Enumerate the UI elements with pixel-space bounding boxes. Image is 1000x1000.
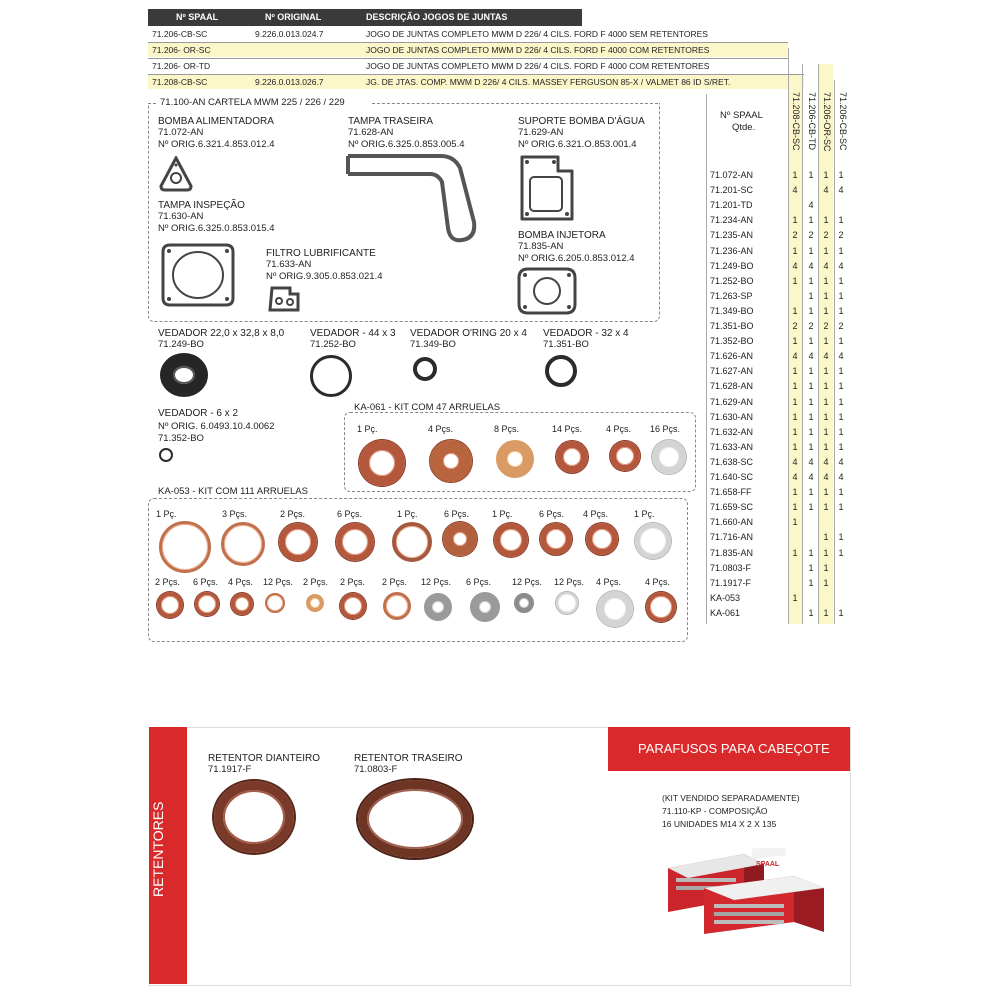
table-cell-qty: 4	[823, 456, 829, 467]
steel-washer-icon	[470, 592, 500, 622]
table-cell-qty: 1	[792, 517, 798, 528]
qty-label: 6 Pçs.	[193, 577, 219, 587]
retentor-code: 71.1917-F	[208, 764, 252, 775]
table-row-code: 71.252-BO	[710, 275, 754, 286]
table-cell-qty: 1	[792, 170, 798, 180]
table-cell-qty: 4	[838, 185, 844, 196]
table-cell-qty: 1	[808, 502, 814, 513]
kit-desc: JG. DE JTAS. COMP. MWM D 226/ 4 CILS. MASSEY FERGUSON 85-X / VALMET 86 ID S/RET.	[366, 77, 731, 87]
table-cell-qty: 1	[838, 381, 844, 392]
table-row-code: KA-053	[710, 592, 741, 603]
table-cell-qty: 1	[792, 336, 798, 347]
qty-label: 14 Pçs.	[552, 424, 583, 434]
table-cell-qty: 1	[792, 366, 798, 377]
copper-washer-icon	[392, 522, 432, 562]
kit-row	[148, 75, 804, 89]
kit-spaal: 71.206- OR-SC	[152, 45, 211, 55]
table-cell-qty: 4	[792, 456, 798, 467]
table-cell-qty: 4	[823, 351, 829, 362]
kit-desc: JOGO DE JUNTAS COMPLETO MWM D 226/ 4 CILS. FORD F 4000 COM RETENTORES	[366, 45, 710, 55]
table-cell-qty: 4	[838, 456, 844, 467]
table-row-code: 71.1917-F	[710, 577, 752, 588]
part-name: TAMPA INSPEÇÃO	[158, 200, 245, 211]
retentor-code: 71.0803-F	[354, 764, 398, 775]
table-cell-qty: 1	[838, 411, 844, 422]
table-cell-qty: 1	[808, 170, 814, 180]
table-cell-qty: 1	[792, 487, 798, 498]
table-cell-qty: 1	[808, 336, 814, 347]
table-cell-qty: 1	[808, 577, 814, 588]
table-cell-qty: 1	[808, 215, 814, 226]
part-name: TAMPA TRASEIRA	[348, 116, 434, 127]
parafusos-title: PARAFUSOS PARA CABEÇOTE	[638, 741, 830, 756]
qty-label: 4 Pçs.	[606, 424, 632, 434]
table-cell-qty: 1	[838, 607, 844, 618]
table-cell-qty: 1	[792, 275, 798, 286]
qty-label: 2 Pçs.	[382, 577, 408, 587]
part-orig: Nº ORIG.6.325.0.853.015.4	[158, 223, 275, 234]
table-cell-qty: 1	[823, 426, 829, 437]
part-name: SUPORTE BOMBA D'ÁGUA	[518, 116, 645, 127]
table-row-code: 71.263-SP	[710, 290, 753, 301]
kit-desc: JOGO DE JUNTAS COMPLETO MWM D 226/ 4 CILS. FORD F 4000 SEM RETENTORES	[366, 29, 708, 39]
part-name: FILTRO LUBRIFICANTE	[266, 248, 376, 259]
copper-washer-icon	[494, 523, 528, 557]
copper-washer-icon	[336, 523, 374, 561]
table-cell-qty: 1	[838, 396, 844, 407]
table-cell-qty: 1	[792, 411, 798, 422]
kit-desc: JOGO DE JUNTAS COMPLETO MWM D 226/ 4 CILS. FORD F 4000 COM RETENTORES	[366, 61, 710, 71]
gasket-filtro	[266, 284, 302, 314]
table-row-code: 71.638-SC	[710, 456, 754, 467]
kit-row	[148, 59, 788, 73]
qty-label: 2 Pçs.	[340, 577, 366, 587]
copper-washer-icon	[430, 440, 472, 482]
seal-orig: Nº ORIG. 6.0493.10.4.0062	[158, 421, 275, 432]
qty-label: 12 Pçs.	[421, 577, 452, 587]
table-row-code: 71.349-BO	[710, 305, 754, 316]
kit-spaal: 71.208-CB-SC	[152, 77, 208, 87]
table-row-code: 71.234-AN	[710, 215, 754, 226]
table-row-code: 71.632-AN	[710, 426, 754, 437]
table-cell-qty: 1	[792, 215, 798, 226]
gasket-suporte-bomba	[518, 153, 576, 225]
table-cell-qty: 1	[823, 502, 829, 513]
part-code: 71.630-AN	[158, 211, 204, 222]
table-row-code: 71.201-SC	[710, 185, 754, 196]
table-cell-qty: 2	[838, 321, 844, 331]
part-name: BOMBA INJETORA	[518, 230, 606, 241]
table-row-code: 71.249-BO	[710, 260, 754, 271]
table-cell-qty: 1	[823, 487, 829, 498]
table-cell-qty: 1	[823, 305, 829, 316]
table-cell-qty: 1	[808, 487, 814, 498]
table-cell-qty: 2	[838, 230, 844, 241]
table-cell-qty: 1	[792, 305, 798, 316]
table-row-code: 71.835-AN	[710, 547, 754, 558]
table-row-code: 71.659-SC	[710, 502, 754, 513]
copper-washer-icon	[610, 441, 640, 471]
table-row-code: 71.351-BO	[710, 321, 754, 331]
part-name: BOMBA ALIMENTADORA	[158, 116, 274, 127]
qty-label: 4 Pçs.	[228, 577, 254, 587]
table-row-code: 71.0803-F	[710, 562, 752, 573]
table-cell-qty: 4	[838, 260, 844, 271]
table-cell-qty: 1	[838, 426, 844, 437]
qty-label: 1 Pç.	[156, 509, 177, 519]
ka053-title: KA-053 - KIT COM 111 ARRUELAS	[158, 486, 308, 497]
copper-washer-icon	[195, 592, 219, 616]
qty-label: 6 Pçs.	[539, 509, 565, 519]
retentores-side-label: RETENTORES	[150, 801, 166, 897]
qty-label: 16 Pçs.	[650, 424, 681, 434]
retentor-dianteiro-icon	[214, 781, 294, 853]
qty-label: 3 Pçs.	[222, 509, 248, 519]
table-cell-qty: 1	[823, 547, 829, 558]
oring-32-icon	[545, 355, 577, 387]
qty-label: 1 Pç.	[492, 509, 513, 519]
kit-table-header	[148, 9, 582, 26]
part-code: 71.835-AN	[518, 241, 564, 252]
table-cell-qty: 1	[808, 547, 814, 558]
table-cell-qty: 4	[808, 200, 814, 211]
retentor-name: RETENTOR TRASEIRO	[354, 753, 463, 764]
seal-name: VEDADOR O'RING 20 x 4	[410, 328, 527, 339]
table-cell-qty: 1	[823, 577, 829, 588]
qty-label: 6 Pçs.	[444, 509, 470, 519]
table-cell-qty: 2	[792, 321, 798, 331]
copper-washer-icon	[221, 522, 265, 566]
table-cell-qty: 1	[838, 305, 844, 316]
table-cell-qty: 1	[823, 396, 829, 407]
table-cell-qty: 1	[823, 215, 829, 226]
table-cell-qty: 2	[823, 230, 829, 241]
qty-label: 4 Pçs.	[645, 577, 671, 587]
table-cell-qty: 1	[838, 290, 844, 301]
aluminium-washer-icon	[556, 592, 578, 614]
table-cell-qty: 1	[838, 502, 844, 513]
table-cell-qty: 1	[838, 275, 844, 286]
kit-original: 9.226.0.013.026.7	[255, 77, 324, 87]
kit-original: 9.226.0.013.024.7	[255, 29, 324, 39]
table-cell-qty: 1	[808, 245, 814, 256]
table-cell-qty: 1	[838, 215, 844, 226]
table-row-code: 71.640-SC	[710, 472, 754, 482]
copper-washer-icon	[443, 522, 477, 556]
kit-row	[148, 27, 788, 41]
table-cell-qty: 1	[838, 245, 844, 256]
table-cell-qty: 1	[838, 170, 844, 180]
table-row-code: 71.626-AN	[710, 351, 754, 362]
qty-label: 2 Pçs.	[280, 509, 306, 519]
qty-label: 1 Pç.	[634, 509, 655, 519]
kit-row	[148, 43, 788, 57]
table-cell-qty: 1	[808, 366, 814, 377]
table-cell-qty: 1	[823, 366, 829, 377]
table-cell-qty: 4	[838, 351, 844, 362]
table-cell-qty: 1	[823, 441, 829, 452]
col-desc-header: DESCRIÇÃO JOGOS DE JUNTAS	[366, 12, 508, 22]
brass-washer-icon	[496, 440, 534, 478]
table-cell-qty: 1	[808, 411, 814, 422]
qty-label: 1 Pç.	[397, 509, 418, 519]
table-cell-qty: 1	[792, 426, 798, 437]
table-cell-qty: 1	[808, 290, 814, 301]
seal-code: 71.351-BO	[543, 339, 589, 350]
seal-name: VEDADOR - 32 x 4	[543, 328, 629, 339]
qty-label: 8 Pçs.	[494, 424, 520, 434]
table-cell-qty: 1	[838, 441, 844, 452]
qty-label: 6 Pçs.	[466, 577, 492, 587]
ka061-title: KA-061 - KIT COM 47 ARRUELAS	[354, 402, 501, 413]
part-code: 71.629-AN	[518, 127, 564, 138]
parafusos-header	[608, 727, 850, 771]
qty-label: 1 Pç.	[357, 424, 378, 434]
table-cell-qty: 1	[792, 592, 798, 603]
table-cell-qty: 2	[823, 321, 829, 331]
seal-name: VEDADOR - 6 x 2	[158, 408, 239, 419]
table-cell-qty: 1	[808, 381, 814, 392]
part-code: 71.633-AN	[266, 259, 312, 270]
table-cell-qty: 4	[823, 185, 829, 196]
retentor-name: RETENTOR DIANTEIRO	[208, 753, 321, 764]
part-orig: Nº ORIG.9.305.0.853.021.4	[266, 271, 383, 282]
table-cell-qty: 1	[823, 562, 829, 573]
table-row-code: 71.235-AN	[710, 230, 754, 241]
part-orig: Nº ORIG.6.321.O.853.001.4	[518, 139, 637, 150]
col-original-header: Nº ORIGINAL	[265, 12, 322, 22]
table-col-header: 71.206-CB-SC	[838, 92, 848, 151]
oring-44-icon	[310, 355, 352, 397]
kit-spaal: 71.206- OR-TD	[152, 61, 211, 71]
part-code: 71.072-AN	[158, 127, 204, 138]
oring-20-icon	[413, 357, 437, 381]
copper-washer-icon	[646, 592, 676, 622]
table-cell-qty: 1	[792, 381, 798, 392]
table-cell-qty: 1	[808, 305, 814, 316]
table-cell-qty: 1	[808, 562, 814, 573]
table-head-spaal: Nº SPAAL	[720, 110, 763, 121]
copper-washer-icon	[556, 441, 588, 473]
brass-washer-icon	[306, 594, 324, 612]
qty-label: 4 Pçs.	[596, 577, 622, 587]
table-cell-qty: 1	[838, 487, 844, 498]
qty-label: 4 Pçs.	[428, 424, 454, 434]
table-cell-qty: 1	[838, 336, 844, 347]
aluminium-washer-icon	[597, 591, 633, 627]
gasket-bomba-injetora	[516, 266, 578, 316]
box-brand: SPAAL	[756, 861, 780, 868]
seal-name: VEDADOR - 44 x 3	[310, 328, 396, 339]
qty-label: 12 Pçs.	[263, 577, 294, 587]
table-cell-qty: 1	[838, 366, 844, 377]
table-head-qtde: Qtde.	[732, 122, 756, 133]
table-cell-qty: 4	[808, 472, 814, 482]
table-cell-qty: 4	[792, 185, 798, 196]
table-row-code: 71.629-AN	[710, 396, 754, 407]
table-cell-qty: 1	[823, 290, 829, 301]
table-cell-qty: 2	[792, 230, 798, 241]
table-cell-qty: 1	[838, 532, 844, 543]
qty-label: 2 Pçs.	[303, 577, 329, 587]
table-cell-qty: 1	[792, 245, 798, 256]
cartela-title: 71.100-AN CARTELA MWM 225 / 226 / 229	[160, 97, 345, 108]
table-col-header: 71.208-CB-SC	[791, 92, 801, 151]
table-cell-qty: 2	[808, 321, 814, 331]
table-cell-qty: 1	[823, 275, 829, 286]
gasket-bomba-alimentadora	[158, 156, 194, 192]
table-cell-qty: 1	[823, 607, 829, 618]
table-cell-qty: 1	[823, 170, 829, 180]
qty-label: 4 Pçs.	[583, 509, 609, 519]
qty-label: 6 Pçs.	[337, 509, 363, 519]
table-cell-qty: 1	[808, 426, 814, 437]
table-cell-qty: 1	[808, 275, 814, 286]
table-cell-qty: 1	[792, 547, 798, 558]
table-col-header: 71.206-CB-TD	[807, 92, 817, 151]
table-cell-qty: 1	[792, 441, 798, 452]
part-code: 71.628-AN	[348, 127, 394, 138]
parafusos-line: 16 UNIDADES M14 X 2 X 135	[662, 819, 777, 829]
copper-washer-icon	[265, 593, 285, 613]
table-cell-qty: 4	[792, 472, 798, 482]
table-row-code: 71.660-AN	[710, 517, 754, 528]
table-row-code: 71.658-FF	[710, 487, 752, 498]
screw-kit-boxes-image	[664, 848, 830, 938]
retentor-traseiro-icon	[358, 780, 472, 858]
aluminium-washer-icon	[652, 440, 686, 474]
part-orig: Nº ORIG.6.321.4.853.012.4	[158, 139, 275, 150]
table-cell-qty: 4	[838, 472, 844, 482]
table-cell-qty: 4	[792, 260, 798, 271]
table-row-code: 71.628-AN	[710, 381, 754, 392]
table-cell-qty: 4	[823, 472, 829, 482]
table-cell-qty: 1	[823, 336, 829, 347]
oring-6-icon	[159, 448, 173, 462]
table-cell-qty: 4	[792, 351, 798, 362]
copper-washer-icon	[159, 521, 211, 573]
kit-spaal: 71.206-CB-SC	[152, 29, 208, 39]
copper-washer-icon	[359, 440, 405, 486]
gasket-tampa-inspecao	[160, 242, 236, 308]
qty-label: 12 Pçs.	[554, 577, 585, 587]
table-cell-qty: 1	[808, 607, 814, 618]
copper-washer-icon	[157, 592, 183, 618]
table-cell-qty: 1	[823, 381, 829, 392]
table-cell-qty: 4	[808, 456, 814, 467]
table-row-code: 71.072-AN	[710, 170, 754, 180]
steel-washer-icon	[514, 593, 534, 613]
table-row-code: 71.633-AN	[710, 441, 754, 452]
copper-washer-icon	[340, 593, 366, 619]
copper-washer-icon	[383, 592, 411, 620]
copper-washer-icon	[586, 523, 618, 555]
table-cell-qty: 4	[823, 260, 829, 271]
table-row-code: 71.352-BO	[710, 336, 754, 347]
seal-code: 71.352-BO	[158, 433, 204, 444]
table-cell-qty: 1	[808, 396, 814, 407]
table-cell-qty: 1	[823, 532, 829, 543]
gasket-tampa-traseira	[346, 152, 478, 244]
part-orig: Nº ORIG.6.325.0.853.005.4	[348, 139, 465, 150]
table-cell-qty: 1	[792, 502, 798, 513]
part-orig: Nº ORIG.6.205.0.853.012.4	[518, 253, 635, 264]
table-cell-qty: 1	[823, 245, 829, 256]
seal-code: 71.349-BO	[410, 339, 456, 350]
seal-name: VEDADOR 22,0 x 32,8 x 8,0	[158, 328, 285, 339]
table-row-code: 71.630-AN	[710, 411, 754, 422]
aluminium-washer-icon	[635, 523, 671, 559]
qty-label: 12 Pçs.	[512, 577, 543, 587]
table-cell-qty: 2	[808, 230, 814, 241]
parafusos-line: (KIT VENDIDO SEPARADAMENTE)	[662, 793, 800, 803]
table-cell-qty: 1	[838, 547, 844, 558]
copper-washer-icon	[231, 593, 253, 615]
table-row-code: 71.716-AN	[710, 532, 754, 543]
table-cell-qty: 4	[808, 351, 814, 362]
qty-label: 2 Pçs.	[155, 577, 181, 587]
steel-washer-icon	[424, 593, 452, 621]
table-row-code: KA-061	[710, 607, 741, 618]
col-spaal-header: Nº SPAAL	[176, 12, 219, 22]
seal-code: 71.249-BO	[158, 339, 204, 350]
table-row-code: 71.201-TD	[710, 200, 753, 211]
table-cell-qty: 1	[808, 441, 814, 452]
seal-code: 71.252-BO	[310, 339, 356, 350]
table-cell-qty: 1	[792, 396, 798, 407]
parafusos-line: 71.110-KP - COMPOSIÇÃO	[662, 806, 768, 816]
table-cell-qty: 4	[808, 260, 814, 271]
table-col-header: 71.206-OR-SC	[822, 92, 832, 152]
copper-washer-icon	[540, 523, 572, 555]
table-row-code: 71.236-AN	[710, 245, 754, 256]
table-cell-qty: 1	[823, 411, 829, 422]
seal-22-icon	[160, 353, 208, 397]
copper-washer-icon	[279, 523, 317, 561]
table-row-code: 71.627-AN	[710, 366, 754, 377]
